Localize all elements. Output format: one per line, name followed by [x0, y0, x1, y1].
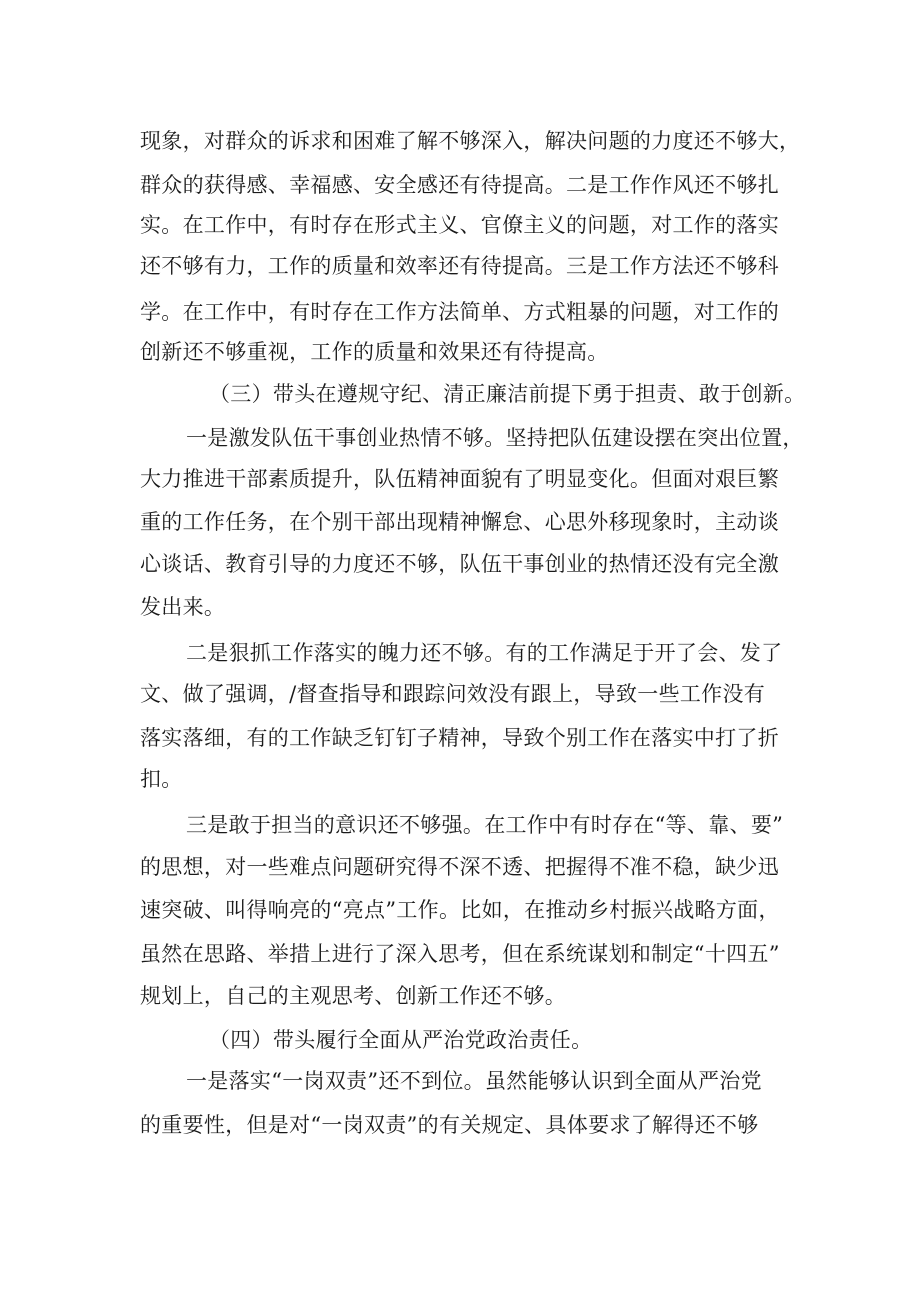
text-line: 三是敢于担当的意识还不够强。在工作中有时存在“等、靠、要” [186, 813, 784, 837]
text-line: 群众的获得感、幸福感、安全感还有待提高。二是工作作风还不够扎 [140, 173, 779, 197]
text-line: 大力推进干部素质提升，队伍精神面貌有了明显变化。但面对艰巨繁 [140, 467, 779, 491]
text-line: 扣。 [140, 767, 183, 791]
section-heading: （三）带头在遵规守纪、清正廉洁前提下勇于担责、敢于创新。 [209, 382, 806, 406]
text-line: 现象，对群众的诉求和困难了解不够深入，解决问题的力度还不够大， [140, 129, 801, 153]
text-line: 一是落实“一岗双责”还不到位。虽然能够认识到全面从严治党 [186, 1069, 762, 1093]
text-line: 规划上，自己的主观思考、创新工作还不够。 [140, 984, 566, 1008]
text-line: 的重要性，但是对“一岗双责”的有关规定、具体要求了解得还不够 [140, 1113, 759, 1137]
text-line: 落实落细，有的工作缺乏钉钉子精神，导致个别工作在落实中打了折 [140, 726, 779, 750]
section-heading: （四）带头履行全面从严治党政治责任。 [209, 1028, 593, 1052]
text-line: 创新还不够重视，工作的质量和效果还有待提高。 [140, 340, 609, 364]
text-line: 还不够有力，工作的质量和效率还有待提高。三是工作方法还不够科 [140, 254, 779, 278]
text-line: 学。在工作中，有时存在工作方法简单、方式粗暴的问题，对工作的 [140, 300, 779, 324]
text-line: 二是狠抓工作落实的魄力还不够。有的工作满足于开了会、发了 [186, 641, 783, 665]
text-line: 实。在工作中，有时存在形式主义、官僚主义的问题，对工作的落实 [140, 213, 779, 237]
text-line: 虽然在思路、举措上进行了深入思考，但在系统谋划和制定“十四五” [140, 942, 780, 966]
text-line: 重的工作任务，在个别干部出现精神懈怠、心思外移现象时，主动谈 [140, 510, 779, 534]
text-line: 心谈话、教育引导的力度还不够，队伍干事创业的热情还没有完全激 [140, 552, 779, 576]
text-line: 一是激发队伍干事创业热情不够。坚持把队伍建设摆在突出位置， [186, 426, 804, 450]
text-line: 发出来。 [140, 595, 226, 619]
text-line: 文、做了强调，/督查指导和跟踪问效没有跟上，导致一些工作没有 [140, 682, 766, 706]
text-line: 速突破、叫得响亮的“亮点”工作。比如，在推动乡村振兴战略方面， [140, 898, 780, 922]
text-line: 的思想，对一些难点问题研究得不深不透、把握得不准不稳，缺少迅 [140, 855, 779, 879]
